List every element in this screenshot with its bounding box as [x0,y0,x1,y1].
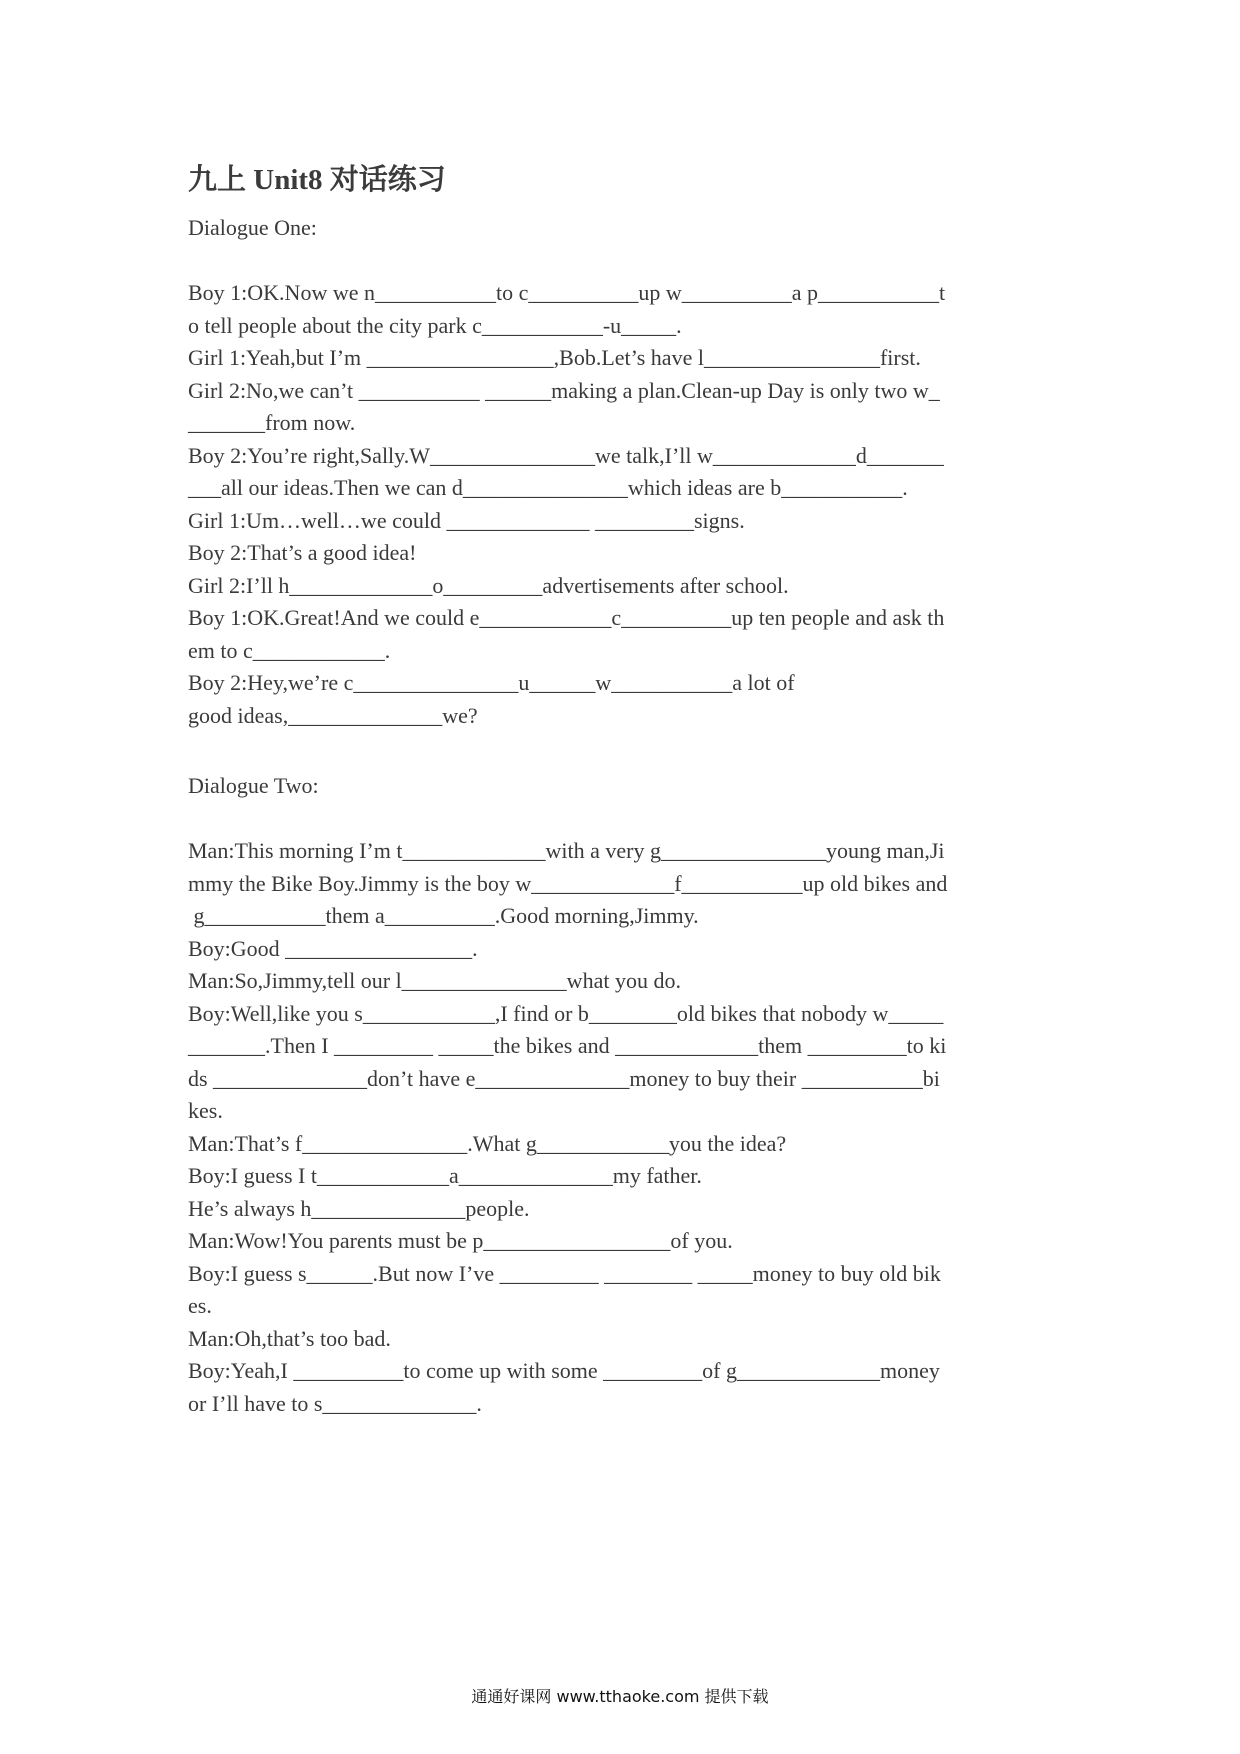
dialogue-one-section [188,212,1054,732]
dialogue-line: Girl 2:No,we can’t ___________ ______making a plan.Clean-up Day is only two w_ [188,377,940,403]
dialogue-one-heading: Dialogue One: [188,215,317,240]
dialogue-line: Girl 2:I’ll h_____________o_________advertisements after school. [188,572,789,598]
dialogue-line: Girl 1:Yeah,but I’m _________________,Bob.Let’s have l________________first. [188,345,921,370]
dialogue-line: Boy:I guess s______.But now I’ve _________ ________ _____money to buy old bik [188,1260,941,1286]
dialogue-line: Man:Oh,that’s too bad. [188,1325,391,1351]
dialogue-line: Boy:Yeah,I __________to come up with some _________of g_____________money [188,1358,940,1383]
dialogue-line: Boy 2:You’re right,Sally.W_______________we talk,I’ll w_____________d_______ [188,442,944,468]
dialogue-line: Man:So,Jimmy,tell our l_______________what you do. [188,968,681,993]
dialogue-line: em to c____________. [188,637,391,663]
dialogue-line: kes. [188,1098,223,1123]
dialogue-line: Man:This morning I’m t_____________with a very g_______________young man,Ji [188,838,945,863]
dialogue-line: _______from now. [188,410,356,435]
dialogue-line: Boy:Well,like you s____________,I find or b________old bikes that nobody w_____ [188,1000,944,1026]
dialogue-line: Boy 2:Hey,we’re c_______________u______w___________a lot of [188,670,795,695]
dialogue-two-heading: Dialogue Two: [188,773,319,798]
dialogue-line: Boy 1:OK.Great!And we could e____________c__________up ten people and ask th [188,605,945,630]
dialogue-line: Girl 1:Um…well…we could _____________ _________signs. [188,507,745,533]
dialogue-line: es. [188,1293,212,1318]
dialogue-line: Man:That’s f_______________.What g____________you the idea? [188,1130,787,1156]
dialogue-one-lines [188,277,1054,732]
dialogue-two-section [188,770,1054,1420]
dialogue-line: Boy:I guess I t____________a______________my father. [188,1163,702,1188]
dialogue-line: Boy:Good _________________. [188,935,478,961]
dialogue-line: Man:Wow!You parents must be p_________________of you. [188,1228,733,1253]
dialogue-line: Boy 2:That’s a good idea! [188,540,417,565]
dialogue-two-lines [188,835,1054,1420]
page-footer: 通通好课网 www.tthaoke.com 提供下载 [471,1687,769,1706]
dialogue-line: ___all our ideas.Then we can d_______________which ideas are b___________. [188,475,908,500]
dialogue-line: g___________them a__________.Good morning,Jimmy. [188,903,699,928]
dialogue-line: Boy 1:OK.Now we n___________to c__________up w__________a p___________t [188,280,946,305]
dialogue-line: mmy the Bike Boy.Jimmy is the boy w_____________f___________up old bikes and [188,870,948,896]
dialogue-line: ds ______________don’t have e______________money to buy their ___________bi [188,1065,940,1091]
dialogue-line: He’s always h______________people. [188,1195,530,1221]
dialogue-line: _______.Then I _________ _____the bikes and _____________them _________to ki [188,1033,947,1058]
dialogue-line: good ideas,______________we? [188,702,478,728]
page-title: 九上 Unit8 对话练习 [188,164,446,196]
dialogue-line: o tell people about the city park c___________-u_____. [188,312,682,338]
dialogue-line: or I’ll have to s______________. [188,1390,482,1416]
